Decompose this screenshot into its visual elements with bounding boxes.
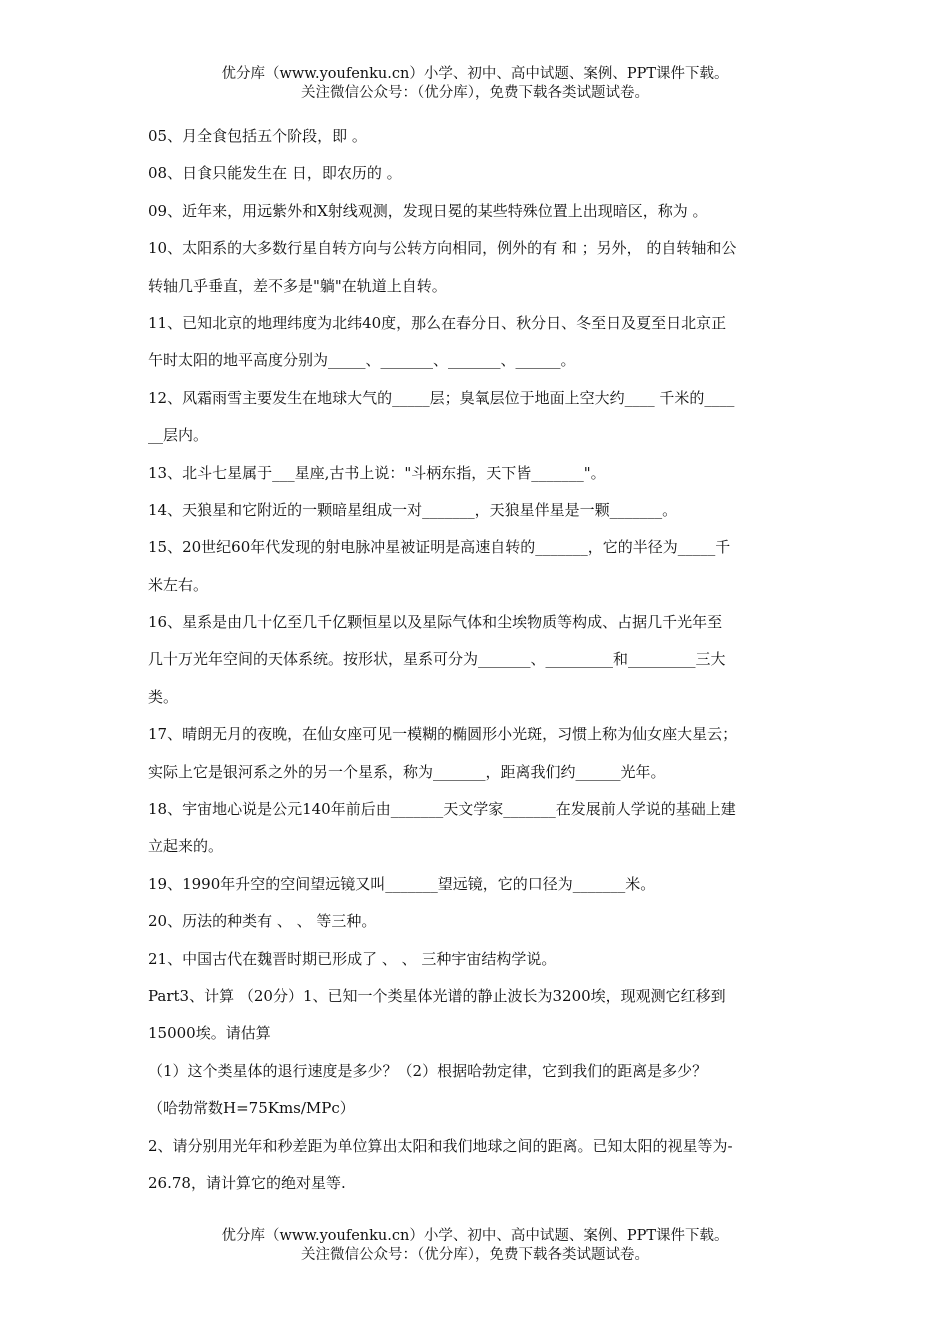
text-line: （1）这个类星体的退行速度是多少？（2）根据哈勃定律，它到我们的距离是多少？: [148, 1061, 708, 1080]
text-line: 类。: [148, 687, 179, 706]
text-line: 08、日食只能发生在 日，即农历的 。: [148, 164, 402, 183]
text-line: 09、近年来，用远紫外和X射线观测，发现日冕的某些特殊位置上出现暗区，称为 。: [148, 201, 708, 220]
text-line: 2、请分别用光年和秒差距为单位算出太阳和我们地球之间的距离。已知太阳的视星等为-: [148, 1136, 733, 1155]
footer-line-1: 优分库（www.youfenku.cn）小学、初中、高中试题、案例、PPT课件下载。: [221, 1228, 729, 1244]
text-line: 15、20世纪60年代发现的射电脉冲星被证明是高速自转的_______，它的半径为_____千: [148, 538, 731, 557]
document-body: [148, 123, 808, 1207]
text-line: 实际上它是银河系之外的另一个星系，称为_______，距离我们约______光年。: [148, 762, 666, 781]
text-line: 18、宇宙地心说是公元140年前后由_______天文学家_______在发展前人学说的基础上建: [148, 800, 736, 819]
text-line: 13、北斗七星属于___星座,古书上说："斗柄东指，天下皆_______"。: [148, 463, 606, 482]
header-line-1: 优分库（www.youfenku.cn）小学、初中、高中试题、案例、PPT课件下载。: [221, 66, 729, 82]
header-line-2: 关注微信公众号：（优分库），免费下载各类试题试卷。: [301, 85, 649, 101]
text-line: 21、中国古代在魏晋时期已形成了 、 、 三种宇宙结构学说。: [148, 949, 557, 968]
text-line: Part3、计算 （20分）1、已知一个类星体光谱的静止波长为3200埃，现观测它红移到: [148, 986, 726, 1005]
text-line: 19、1990年升空的空间望远镜又叫_______望远镜，它的口径为_______米。: [148, 874, 656, 893]
text-line: 午时太阳的地平高度分别为_____、_______、_______、______。: [148, 351, 576, 370]
text-line: 10、太阳系的大多数行星自转方向与公转方向相同，例外的有 和 ；另外， 的自转轴和公: [148, 239, 737, 258]
text-line: 11、已知北京的地理纬度为北纬40度，那么在春分日、秋分日、冬至日及夏至日北京正: [148, 313, 727, 332]
text-line: 17、晴朗无月的夜晚，在仙女座可见一模糊的椭圆形小光斑，习惯上称为仙女座大星云；: [148, 725, 738, 744]
page-header: [0, 65, 950, 103]
text-line: 米左右。: [148, 575, 209, 594]
text-line: 几十万光年空间的天体系统。按形状，星系可分为_______、_________和_________三大: [148, 650, 726, 669]
text-line: 14、天狼星和它附近的一颗暗星组成一对_______，天狼星伴星是一颗_______。: [148, 500, 678, 519]
text-line: 20、历法的种类有 、 、 等三种。: [148, 912, 377, 931]
text-line: 26.78，请计算它的绝对星等.: [148, 1173, 346, 1192]
text-line: 转轴几乎垂直，差不多是"躺"在轨道上自转。: [148, 276, 447, 295]
text-line: 立起来的。: [148, 837, 224, 856]
text-line: 05、月全食包括五个阶段，即 。: [148, 127, 367, 145]
text-line: 16、星系是由几十亿至几千亿颗恒星以及星际气体和尘埃物质等构成、占据几千光年至: [148, 613, 723, 632]
page-footer: [0, 1227, 950, 1265]
text-line: 12、风霜雨雪主要发生在地球大气的_____层；臭氧层位于地面上空大约____ 千米的____: [148, 388, 735, 407]
text-line: __层内。: [148, 426, 209, 445]
text-line: 15000埃。请估算: [148, 1024, 271, 1043]
footer-line-2: 关注微信公众号：（优分库），免费下载各类试题试卷。: [301, 1247, 649, 1263]
text-line: （哈勃常数H=75Kms/MPc）: [148, 1099, 355, 1118]
